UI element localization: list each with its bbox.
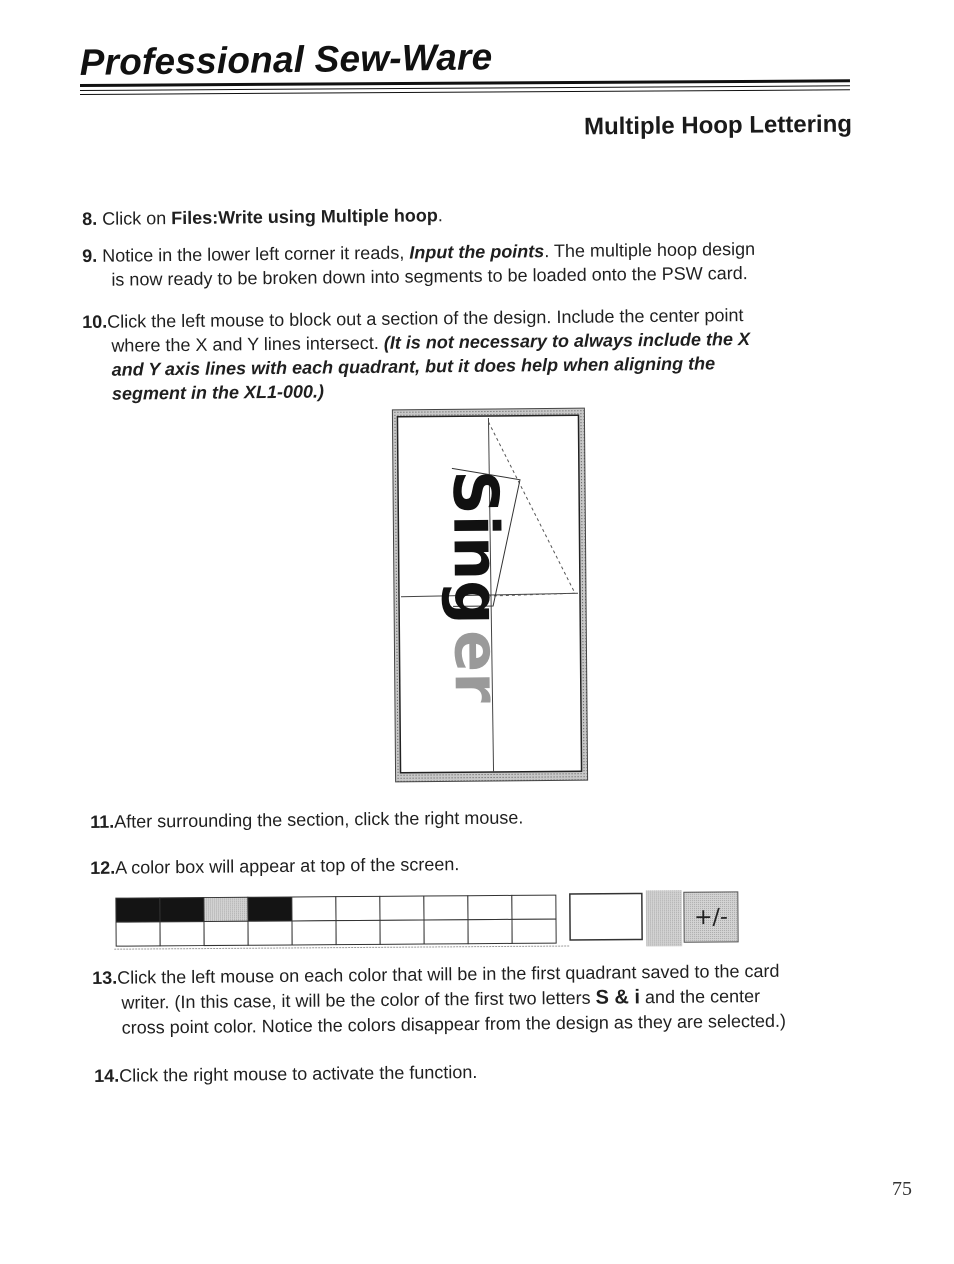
letters-highlight: S & i bbox=[595, 986, 641, 1009]
step-number: 11. bbox=[90, 811, 115, 832]
color-swatch[interactable] bbox=[336, 896, 380, 920]
menu-command: Files:Write using Multiple hoop bbox=[171, 205, 438, 229]
color-swatch[interactable] bbox=[204, 921, 248, 945]
lettering-dark: Sing bbox=[438, 469, 514, 625]
selected-color-box[interactable] bbox=[570, 894, 642, 941]
color-swatch[interactable] bbox=[248, 897, 292, 921]
step-text: . bbox=[437, 205, 443, 226]
color-swatch[interactable] bbox=[424, 896, 468, 920]
color-swatch[interactable] bbox=[380, 896, 424, 920]
step-text: Notice in the lower left corner it reads, bbox=[102, 242, 410, 266]
step-text: Click the left mouse to block out a section of the design. Include the center point bbox=[107, 305, 744, 332]
step-text: cross point color. Notice the colors disappear from the design as they are selected.) bbox=[121, 1010, 787, 1038]
status-message: Input the points bbox=[409, 241, 545, 263]
step-8 bbox=[82, 203, 443, 231]
color-swatch[interactable] bbox=[468, 895, 512, 919]
color-swatch[interactable] bbox=[292, 921, 336, 945]
color-swatch[interactable] bbox=[468, 919, 512, 943]
step-text: is now ready to be broken down into segments to be loaded onto the PSW card. bbox=[111, 263, 748, 290]
color-swatch[interactable] bbox=[512, 919, 556, 943]
singer-lettering bbox=[439, 470, 513, 625]
palette-bottom-edge bbox=[114, 946, 570, 949]
step-12 bbox=[90, 852, 459, 880]
step-text: Click on bbox=[102, 208, 172, 229]
color-swatch[interactable] bbox=[116, 898, 160, 922]
color-swatch[interactable] bbox=[380, 920, 424, 944]
singer-lettering-faded bbox=[440, 630, 514, 704]
step-note: segment in the XL1-000.) bbox=[111, 381, 325, 404]
hoop-design-screenshot bbox=[391, 407, 588, 783]
color-swatch[interactable] bbox=[160, 922, 204, 946]
step-10 bbox=[82, 303, 751, 406]
color-swatch[interactable] bbox=[204, 897, 248, 921]
lettering-gray: er bbox=[440, 629, 514, 704]
step-number: 12. bbox=[90, 857, 116, 878]
step-note: (It is not necessary to always include the X bbox=[383, 329, 751, 353]
color-swatch[interactable] bbox=[292, 897, 336, 921]
step-number: 10. bbox=[82, 311, 108, 332]
page-number: 75 bbox=[892, 1178, 912, 1200]
color-swatch[interactable] bbox=[248, 921, 292, 945]
color-swatch[interactable] bbox=[512, 895, 556, 919]
step-text: Click the left mouse on each color that will be in the first quadrant saved to the card bbox=[117, 960, 780, 988]
step-note: and Y axis lines with each quadrant, but it does help when aligning the bbox=[111, 353, 716, 380]
step-number: 9. bbox=[82, 245, 98, 266]
step-14 bbox=[94, 1060, 477, 1088]
step-text: A color box will appear at top of the screen. bbox=[115, 854, 460, 878]
step-number: 8. bbox=[82, 208, 98, 229]
color-box-screenshot bbox=[114, 888, 742, 952]
step-9 bbox=[82, 237, 755, 292]
step-11 bbox=[90, 805, 523, 834]
step-text: where the X and Y lines intersect. bbox=[111, 332, 384, 356]
step-number: 14. bbox=[94, 1065, 120, 1086]
color-swatch[interactable] bbox=[116, 922, 160, 946]
color-swatch[interactable] bbox=[424, 920, 468, 944]
step-text: . The multiple hoop design bbox=[544, 238, 756, 262]
step-number: 13. bbox=[92, 967, 118, 988]
step-text: Click the right mouse to activate the function. bbox=[119, 1061, 478, 1086]
color-swatch[interactable] bbox=[336, 920, 380, 944]
plus-minus-label: +/- bbox=[694, 904, 728, 931]
color-swatch[interactable] bbox=[160, 898, 204, 922]
step-13 bbox=[92, 959, 786, 1041]
step-text: and the center bbox=[639, 986, 761, 1008]
step-text: writer. (In this case, it will be the color of the first two letters bbox=[121, 987, 596, 1013]
section-title: Multiple Hoop Lettering bbox=[583, 110, 853, 141]
brand-title: Professional Sew-Ware bbox=[79, 36, 493, 84]
step-text: After surrounding the section, click the right mouse. bbox=[114, 807, 524, 832]
palette-divider bbox=[646, 890, 682, 946]
